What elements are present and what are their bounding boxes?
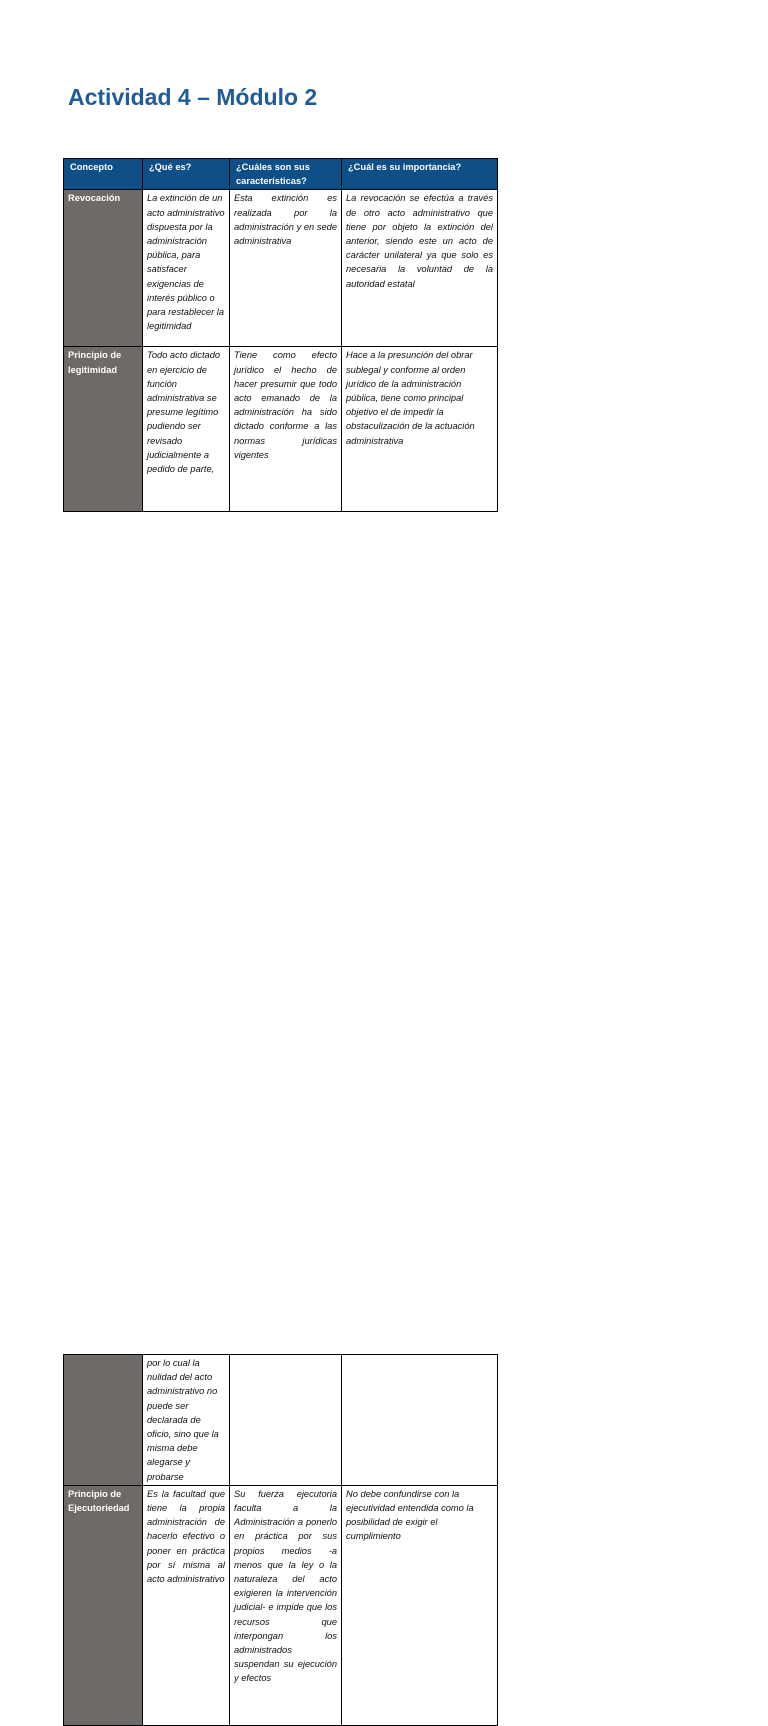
concepts-table-page-2: [63, 1354, 498, 1726]
legitimidad-que-es: Todo acto dictado en ejercicio de función administrativa se presume legítimo pudiendo ser revisado judicialmente a pedido de parte,: [143, 347, 230, 512]
header-importancia: ¿Cuál es su importancia?: [342, 159, 498, 190]
table-row: [64, 1355, 498, 1486]
revocacion-que-es: La extinción de un acto administrativo dispuesta por la administración pública, para satisfacer exigencias de interés público o para restablecer la legitimidad: [143, 190, 230, 347]
revocacion-importancia: La revocación se efectúa a través de otro acto administrativo que tiene por objeto la extinción del anterior, siendo este un acto de carácter unilateral ya que solo es necesaria la voluntad de la autoridad estatal: [342, 190, 498, 347]
header-concepto: Concepto: [64, 159, 143, 190]
table-row: [64, 1485, 498, 1725]
concepts-table-page-1: [63, 158, 498, 512]
concept-ejecutoriedad: Principio de Ejecutoriedad: [64, 1485, 143, 1725]
legitimidad-caracteristicas: Tiene como efecto jurídico el hecho de hacer presumir que todo acto emanado de la administración ha sido dictado conforme a las normas jurídicas vigentes: [230, 347, 342, 512]
table-row: [64, 347, 498, 512]
concept-revocacion: Revocación: [64, 190, 143, 347]
page-title: Actividad 4 – Módulo 2: [68, 84, 318, 110]
legitimidad-importancia: Hace a la presunción del obrar sublegal y conforme al orden jurídico de la administración pública, tiene como principal objetivo el de impedir la obstaculización de la actuación administrativa: [342, 347, 498, 512]
legitimidad-importancia-continued: [342, 1355, 498, 1486]
concept-legitimidad: Principio de legitimidad: [64, 347, 143, 512]
concept-legitimidad-continued: [64, 1355, 143, 1486]
ejecutoriedad-importancia: No debe confundirse con la ejecutividad entendida como la posibilidad de exigir el cumplimiento: [342, 1485, 498, 1725]
header-caracteristicas: ¿Cuáles son sus características?: [230, 159, 342, 190]
legitimidad-que-es-continued: por lo cual la nulidad del acto administrativo no puede ser declarada de oficio, sino que la misma debe alegarse y probarse: [143, 1355, 230, 1486]
ejecutoriedad-que-es: Es la facultad que tiene la propia administración de hacerlo efectivo o poner en práctica por sí misma al acto administrativo: [143, 1485, 230, 1725]
table-row: [64, 190, 498, 347]
ejecutoriedad-caracteristicas: Su fuerza ejecutoria faculta a la Administración a ponerlo en práctica por sus propios medios -a menos que la ley o la naturaleza del acto exigieren la intervención judicial- e impide que los recursos que interpongan los administrados suspendan su ejecución y efectos: [230, 1485, 342, 1725]
legitimidad-caracteristicas-continued: [230, 1355, 342, 1486]
header-que-es: ¿Qué es?: [143, 159, 230, 190]
page-2-region: [0, 677, 768, 1684]
table-header-row: [64, 159, 498, 190]
revocacion-caracteristicas: Esta extinción es realizada por la administración y en sede administrativa: [230, 190, 342, 347]
